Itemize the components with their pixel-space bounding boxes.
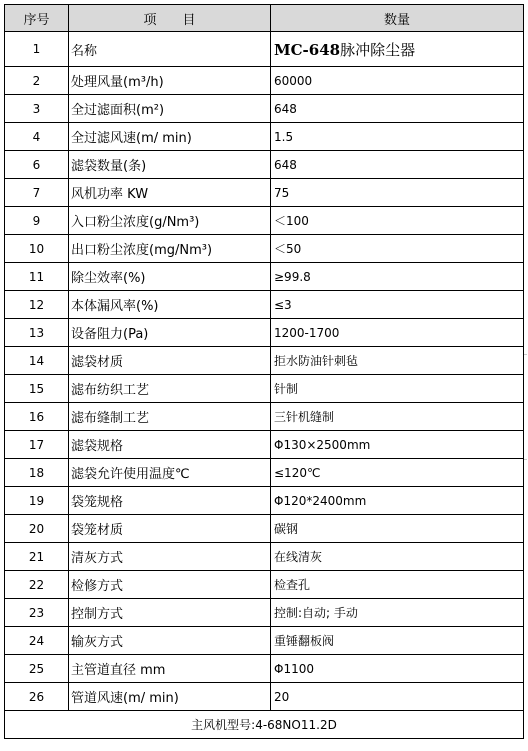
row-value: 控制:自动; 手动 [271,599,524,627]
row-value: ＜50 [271,235,524,263]
row-item: 主管道直径 mm [69,655,271,683]
table-row [5,627,524,655]
table-row [5,347,524,375]
row-index: 12 [5,291,69,319]
row-value: 1200-1700 [271,319,524,347]
row-index: 24 [5,627,69,655]
table-row [5,655,524,683]
row-item: 本体漏风率(%) [69,291,271,319]
main-fan-model: 主风机型号:4-68NO11.2D [5,711,524,739]
table-row [5,151,524,179]
row-index: 16 [5,403,69,431]
row-index: 22 [5,571,69,599]
table-row [5,319,524,347]
row-item: 滤袋数量(条) [69,151,271,179]
table-row [5,263,524,291]
row-value: Φ130×2500mm [271,431,524,459]
row-item: 全过滤风速(m/ min) [69,123,271,151]
row-value: 碳钢 [271,515,524,543]
table-row [5,515,524,543]
row-value: 648 [271,151,524,179]
row-value: ≤120℃ [271,459,524,487]
row-index: 26 [5,683,69,711]
row-item: 处理风量(m³/h) [69,67,271,95]
row-item: 滤袋规格 [69,431,271,459]
table-row [5,403,524,431]
table-row [5,179,524,207]
row-item: 管道风速(m/ min) [69,683,271,711]
row-item: 出口粉尘浓度(mg/Nm³) [69,235,271,263]
row-index: 14 [5,347,69,375]
table-row [5,207,524,235]
table-row [5,571,524,599]
model-name: 脉冲除尘器 [340,40,416,59]
table-footer-row [5,711,524,739]
row-item: 滤袋允许使用温度℃ [69,459,271,487]
row-index: 6 [5,151,69,179]
header-value: 数量 [271,5,524,32]
table-row [5,67,524,95]
header-item: 项 目 [69,5,271,32]
row-value: 拒水防油针刺毡 [271,347,524,375]
row-item: 设备阻力(Pa) [69,319,271,347]
row-index: 10 [5,235,69,263]
row-value: 在线清灰 [271,543,524,571]
row-item: 名称 [69,32,271,67]
row-index: 13 [5,319,69,347]
row-index: 17 [5,431,69,459]
row-index: 21 [5,543,69,571]
row-value: ＜100 [271,207,524,235]
row-value: 重锤翻板阀 [271,627,524,655]
row-index: 4 [5,123,69,151]
row-value: Φ120*2400mm [271,487,524,515]
table-row [5,32,524,67]
row-index: 11 [5,263,69,291]
row-item: 入口粉尘浓度(g/Nm³) [69,207,271,235]
row-value: 检查孔 [271,571,524,599]
row-item: 控制方式 [69,599,271,627]
row-item: 风机功率 KW [69,179,271,207]
row-value [271,32,524,67]
table-header-row [5,5,524,32]
row-item: 袋笼规格 [69,487,271,515]
row-value: ≥99.8 [271,263,524,291]
row-item: 袋笼材质 [69,515,271,543]
row-value: 三针机缝制 [271,403,524,431]
table-row [5,375,524,403]
row-value: 针制 [271,375,524,403]
table-row [5,235,524,263]
row-item: 滤袋材质 [69,347,271,375]
margin-tick [524,354,527,355]
row-index: 9 [5,207,69,235]
margin-tick [524,459,527,460]
row-value: 1.5 [271,123,524,151]
row-item: 输灰方式 [69,627,271,655]
model-code: MC-648 [274,40,341,59]
table-row [5,123,524,151]
row-index: 23 [5,599,69,627]
row-index: 20 [5,515,69,543]
header-index: 序号 [5,5,69,32]
spec-table [4,4,524,739]
row-item: 检修方式 [69,571,271,599]
table-row [5,683,524,711]
row-value: 20 [271,683,524,711]
row-value: 75 [271,179,524,207]
row-item: 滤布缝制工艺 [69,403,271,431]
row-value: Φ1100 [271,655,524,683]
row-index: 19 [5,487,69,515]
table-row [5,459,524,487]
table-row [5,487,524,515]
row-index: 3 [5,95,69,123]
row-item: 滤布纺织工艺 [69,375,271,403]
table-row [5,599,524,627]
row-value: 60000 [271,67,524,95]
row-index: 25 [5,655,69,683]
table-row [5,95,524,123]
row-index: 7 [5,179,69,207]
table-row [5,543,524,571]
row-value: 648 [271,95,524,123]
row-index: 15 [5,375,69,403]
row-item: 清灰方式 [69,543,271,571]
row-item: 全过滤面积(m²) [69,95,271,123]
row-index: 18 [5,459,69,487]
row-index: 2 [5,67,69,95]
row-item: 除尘效率(%) [69,263,271,291]
table-row [5,431,524,459]
table-row [5,291,524,319]
row-index: 1 [5,32,69,67]
row-value: ≤3 [271,291,524,319]
